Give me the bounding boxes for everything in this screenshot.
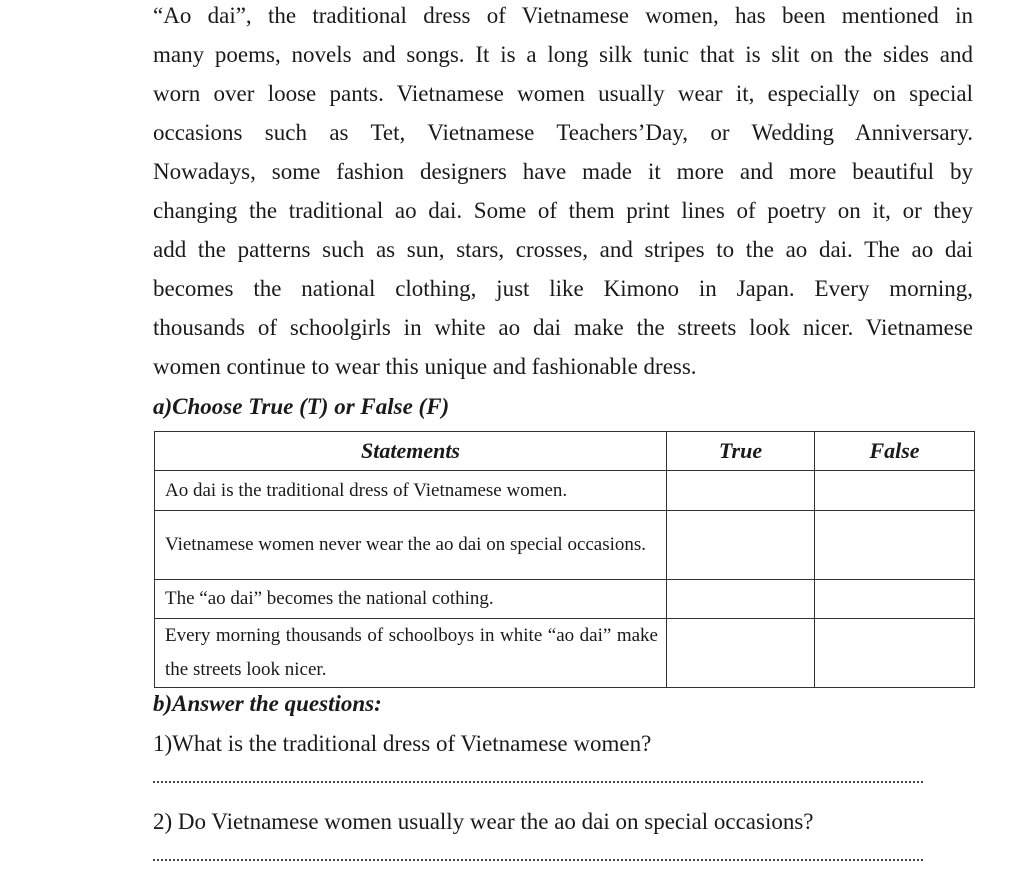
section-a-heading: a)Choose True (T) or False (F)	[153, 394, 450, 419]
statement-cell: Every morning thousands of schoolboys in white “ao dai” make the streets look nicer.	[155, 619, 667, 688]
passage-line: “Ao dai”, the traditional dress of Vietnamese women, has been mentioned in	[153, 3, 973, 28]
question-2: 2) Do Vietnamese women usually wear the ao dai on special occasions?	[153, 809, 814, 834]
table-row	[155, 471, 975, 511]
false-answer-cell[interactable]	[815, 580, 975, 619]
passage-line: changing the traditional ao dai. Some of them print lines of poetry on it, or they	[153, 198, 973, 223]
true-false-table	[154, 431, 975, 688]
false-answer-cell[interactable]	[815, 511, 975, 580]
statement-cell: Ao dai is the traditional dress of Vietnamese women.	[155, 471, 667, 511]
answer-line-1[interactable]	[153, 781, 923, 783]
true-header: True	[667, 432, 815, 471]
passage-line: becomes the national clothing, just like Kimono in Japan. Every morning,	[153, 276, 973, 301]
table-row	[155, 580, 975, 619]
true-answer-cell[interactable]	[667, 511, 815, 580]
table-header-row	[155, 432, 975, 471]
passage-line: thousands of schoolgirls in white ao dai make the streets look nicer. Vietnamese	[153, 315, 973, 340]
passage-line: many poems, novels and songs. It is a long silk tunic that is slit on the sides and	[153, 42, 973, 67]
true-answer-cell[interactable]	[667, 471, 815, 511]
false-header: False	[815, 432, 975, 471]
passage-line: occasions such as Tet, Vietnamese Teachers’Day, or Wedding Anniversary.	[153, 120, 973, 145]
statement-cell: Vietnamese women never wear the ao dai on special occasions.	[155, 511, 667, 580]
statements-header: Statements	[155, 432, 667, 471]
table-row	[155, 619, 975, 688]
true-answer-cell[interactable]	[667, 580, 815, 619]
false-answer-cell[interactable]	[815, 471, 975, 511]
table-row	[155, 511, 975, 580]
passage-line: worn over loose pants. Vietnamese women usually wear it, especially on special	[153, 81, 973, 106]
passage-line: Nowadays, some fashion designers have made it more and more beautiful by	[153, 159, 973, 184]
answer-line-2[interactable]	[153, 859, 923, 861]
passage-line: women continue to wear this unique and fashionable dress.	[153, 354, 697, 379]
section-b-heading: b)Answer the questions:	[153, 691, 382, 716]
statement-cell: The “ao dai” becomes the national cothing.	[155, 580, 667, 619]
passage-line: add the patterns such as sun, stars, crosses, and stripes to the ao dai. The ao dai	[153, 237, 973, 262]
true-answer-cell[interactable]	[667, 619, 815, 688]
false-answer-cell[interactable]	[815, 619, 975, 688]
question-1: 1)What is the traditional dress of Vietnamese women?	[153, 731, 652, 756]
